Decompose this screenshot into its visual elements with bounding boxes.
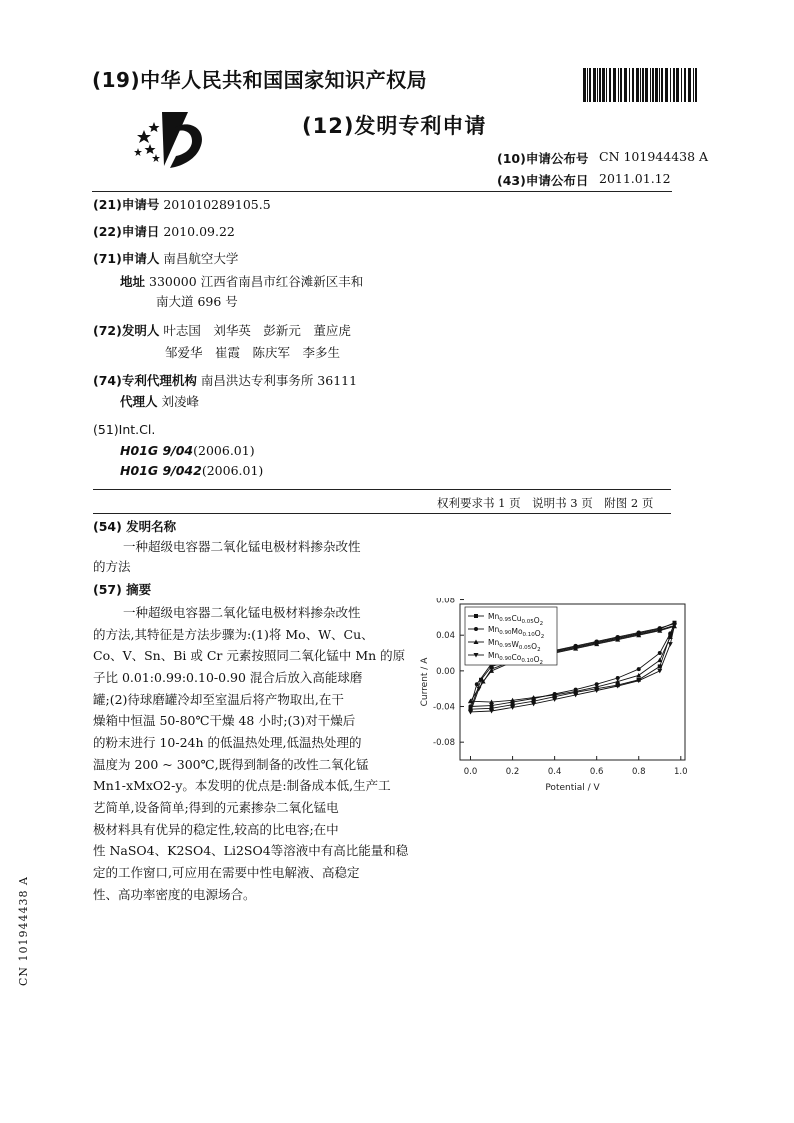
- abstract-line: 的方法,其特征是方法步骤为:(1)将 Mo、W、Cu、: [93, 627, 374, 642]
- barcode-bar: [642, 68, 644, 102]
- abstract-line: 罐;(2)待球磨罐冷却至室温后将产物取出,在干: [93, 692, 344, 707]
- cv-chart: [405, 598, 695, 806]
- agency: 南昌洪达专利事务所 36111: [200, 373, 358, 388]
- x-tick-label: 0.0: [463, 767, 478, 777]
- x-tick-label: 0.8: [631, 767, 646, 777]
- barcode-bar: [684, 68, 686, 102]
- address-label: 地址: [120, 274, 146, 289]
- inventors-line2: 邹爱华 崔霞 陈庆军 李多生: [165, 345, 341, 360]
- data-point-circle: [637, 667, 641, 671]
- abstract-line: 的粉末进行 10-24h 的低温热处理,低温热处理的: [93, 735, 362, 750]
- barcode-bar: [583, 68, 586, 102]
- data-point-triangle-down: [668, 642, 673, 647]
- abstract-line: 燥箱中恒温 50-80℃干燥 48 小时;(3)对干燥后: [93, 713, 356, 728]
- x-tick-label: 0.6: [589, 767, 604, 777]
- applicant-label: (71)申请人: [93, 251, 160, 266]
- intcl1-code: H01G 9/04: [120, 443, 194, 458]
- abstract-line: 子比 0.01:0.99:0.10-0.90 混合后放入高能球磨: [93, 670, 363, 685]
- abstract-label: (57) 摘要: [93, 582, 152, 597]
- inventors-label: (72)发明人: [93, 323, 160, 338]
- x-tick-label: 0.4: [547, 767, 562, 777]
- x-axis-label: Potential / V: [545, 783, 600, 793]
- intcl2-code: H01G 9/042: [120, 463, 202, 478]
- barcode-bar: [593, 68, 596, 102]
- barcode-bar: [652, 68, 654, 102]
- barcode-bar: [618, 68, 619, 102]
- office-name: (19)中华人民共和国国家知识产权局: [92, 68, 428, 92]
- barcode-bar: [695, 68, 697, 102]
- page-counts: 权利要求书 1 页 说明书 3 页 附图 2 页: [437, 496, 654, 510]
- data-point-triangle-down: [657, 669, 662, 674]
- y-tick-label: 0.08: [436, 598, 455, 606]
- y-tick-label: 0.00: [436, 666, 455, 677]
- cv-figure: [405, 598, 695, 806]
- data-point-triangle-down: [489, 667, 494, 672]
- barcode-bar: [676, 68, 679, 102]
- x-tick-label: 0.2: [505, 767, 520, 777]
- intcl1-version: (2006.01): [193, 443, 255, 458]
- barcode-bar: [640, 68, 641, 102]
- data-point-circle: [475, 682, 479, 686]
- legend-label: $Mn_{0.95}W_{0.05}O_2$: [488, 638, 541, 653]
- barcode-bar: [693, 68, 694, 102]
- barcode-graphic: [583, 68, 699, 102]
- barcode-bar: [587, 68, 588, 102]
- y-axis-label: Current / A: [420, 657, 430, 707]
- barcode-bar: [589, 68, 591, 102]
- legend-label: $Mn_{0.95}Cu_{0.05}O_2$: [488, 612, 544, 627]
- barcode-bar: [620, 68, 622, 102]
- abstract-line: Co、V、Sn、Bi 或 Cr 元素按照同二氧化锰中 Mn 的原: [93, 648, 406, 663]
- pub-date-label: (43)申请公布日: [497, 173, 589, 188]
- counts-rule: [93, 513, 671, 514]
- side-publication-number: CN 101944438 A: [17, 876, 30, 986]
- barcode-bar: [655, 68, 658, 102]
- data-point-circle: [474, 627, 478, 631]
- barcode-bar: [670, 68, 671, 102]
- legend-label: $Mn_{0.90}Co_{0.10}O_2$: [488, 651, 543, 666]
- barcode-bar: [650, 68, 651, 102]
- title-line2: 的方法: [93, 559, 131, 574]
- abstract-line: 极材料具有优异的稳定性,较高的比电容;在中: [93, 822, 339, 837]
- barcode-bar: [688, 68, 691, 102]
- agency-label: (74)专利代理机构: [93, 373, 197, 388]
- header-rule: [92, 191, 672, 192]
- address-line2: 南大道 696 号: [156, 294, 238, 309]
- x-tick-label: 1.0: [674, 767, 688, 777]
- barcode: [583, 68, 699, 102]
- title-label: (54) 发明名称: [93, 519, 177, 534]
- pub-no: CN 101944438 A: [599, 149, 709, 164]
- barcode-bar: [624, 68, 627, 102]
- agent-label: 代理人: [120, 394, 158, 409]
- barcode-bar: [659, 68, 660, 102]
- abstract-line: 一种超级电容器二氧化锰电极材料掺杂改性: [123, 605, 361, 620]
- doc-type: (12)发明专利申请: [302, 114, 487, 138]
- app-no: 201010289105.5: [163, 197, 271, 212]
- title-line1: 一种超级电容器二氧化锰电极材料掺杂改性: [123, 539, 361, 554]
- barcode-bar: [681, 68, 682, 102]
- barcode-bar: [632, 68, 634, 102]
- y-tick-label: -0.04: [433, 702, 455, 713]
- intcl2-version: (2006.01): [201, 463, 264, 478]
- pub-no-label: (10)申请公布号: [497, 151, 589, 166]
- barcode-bar: [665, 68, 668, 102]
- abstract-line: Mn1-xMxO2-y。本发明的优点是:制备成本低,生产工: [93, 778, 391, 793]
- pub-date: 2011.01.12: [599, 171, 671, 186]
- barcode-bar: [602, 68, 605, 102]
- y-tick-label: -0.08: [433, 738, 455, 749]
- app-no-label: (21)申请号: [93, 197, 160, 212]
- abstract-line: 性、高功率密度的电源场合。: [93, 887, 256, 902]
- data-point-circle: [490, 704, 494, 708]
- intcl-label: (51)Int.Cl.: [93, 422, 156, 437]
- app-date-label: (22)申请日: [93, 224, 160, 239]
- abstract-line: 性 NaSO4、K2SO4、Li2SO4等溶液中有高比能量和稳: [93, 843, 409, 858]
- barcode-bar: [597, 68, 598, 102]
- barcode-bar: [613, 68, 616, 102]
- barcode-bar: [673, 68, 675, 102]
- address-line1: 330000 江西省南昌市红谷滩新区丰和: [149, 274, 364, 289]
- barcode-bar: [645, 68, 648, 102]
- legend-label: $Mn_{0.90}Mo_{0.10}O_2$: [488, 625, 545, 640]
- barcode-bar: [606, 68, 607, 102]
- barcode-bar: [636, 68, 639, 102]
- agent: 刘凌峰: [161, 394, 200, 409]
- app-date: 2010.09.22: [163, 224, 235, 239]
- barcode-bar: [661, 68, 663, 102]
- barcode-bar: [599, 68, 601, 102]
- abstract-line: 定的工作窗口,可应用在需要中性电解液、高稳定: [93, 865, 360, 880]
- data-point-square: [474, 614, 478, 618]
- abstract-line: 温度为 200 ~ 300℃,既得到制备的改性二氧化锰: [93, 757, 369, 772]
- barcode-bar: [629, 68, 630, 102]
- inventors-line1: 叶志国 刘华英 彭新元 董应虎: [163, 323, 351, 338]
- cnipa-logo: [130, 108, 210, 170]
- applicant: 南昌航空大学: [163, 251, 239, 266]
- data-point-circle: [658, 651, 662, 655]
- y-tick-label: 0.04: [436, 631, 455, 642]
- barcode-bar: [609, 68, 611, 102]
- abstract-line: 艺简单,设备简单;得到的元素掺杂二氧化锰电: [93, 800, 339, 815]
- biblio-rule: [93, 489, 671, 490]
